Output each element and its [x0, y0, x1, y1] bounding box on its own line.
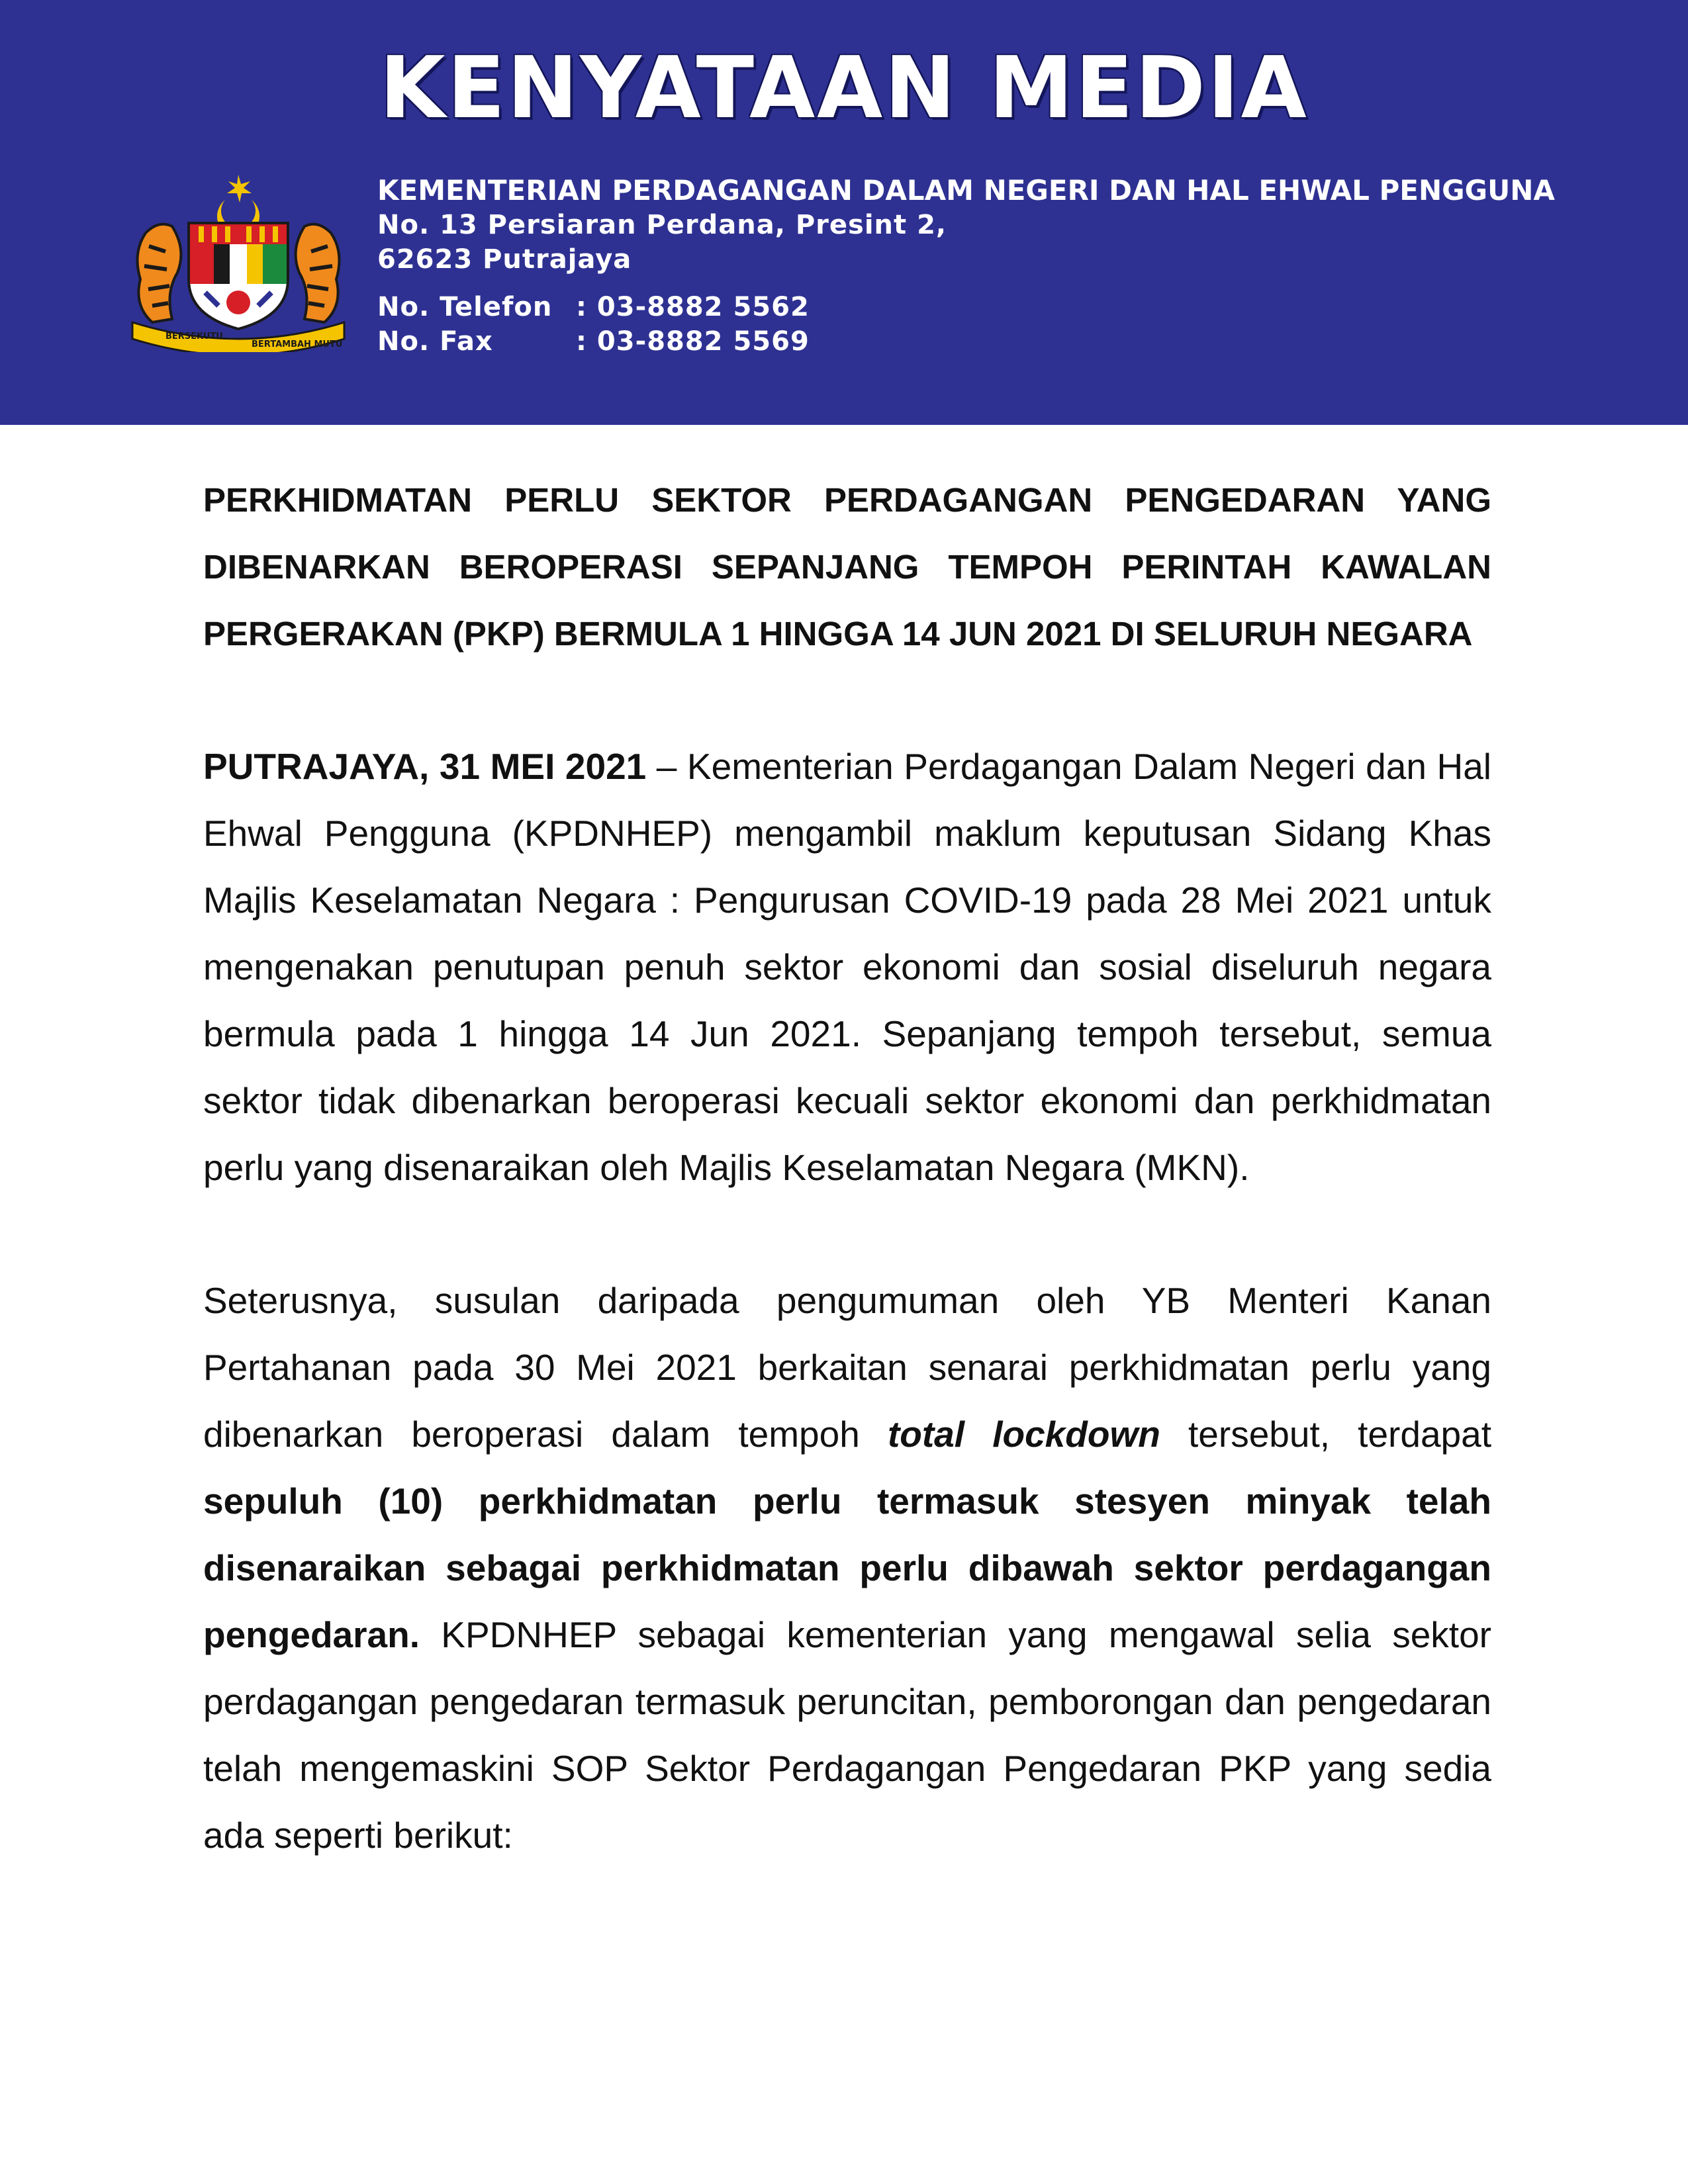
- fax-label: No. Fax: [377, 326, 493, 357]
- fax-row: [377, 324, 1555, 359]
- contact-block: [377, 290, 1555, 359]
- dateline: PUTRAJAYA, 31 MEI 2021: [203, 746, 647, 787]
- paragraph-2-text-b: tersebut, terdapat: [1160, 1414, 1492, 1455]
- crest-motto-right: BERTAMBAH MUTU: [252, 340, 343, 349]
- phone-label: No. Telefon: [377, 292, 553, 322]
- paragraph-2-text-a: Seterusnya, susulan daripada pengumuman oleh YB Menteri Kanan Pertahanan pada 30 Mei 2021 berkaitan senarai perkhidmatan perlu yang dibenarkan beroperasi dalam tempoh: [203, 1280, 1491, 1455]
- address-line-2: 62623 Putrajaya: [377, 244, 632, 275]
- ministry-name: KEMENTERIAN PERDAGANGAN DALAM NEGERI DAN HAL EHWAL PENGGUNA: [377, 174, 1555, 206]
- fax-value: : 03-8882 5569: [576, 326, 810, 357]
- paragraph-2: [203, 1267, 1491, 1869]
- ministry-info: [377, 173, 1555, 359]
- paragraph-2-text-c: KPDNHEP sebagai kementerian yang mengawal selia sektor perdagangan pengedaran termasuk peruncitan, pemborongan dan pengedaran telah mengemaskini SOP Sektor Perdagangan Pengedaran PKP yang sedia ada seperti berikut:: [203, 1614, 1491, 1856]
- phone-value: : 03-8882 5562: [576, 292, 810, 322]
- malaysia-coat-of-arms-icon: [126, 173, 351, 352]
- crest-motto-left: BERSEKUTU: [165, 332, 223, 341]
- statement-body: [203, 467, 1491, 1869]
- banner-title: KENYATAAN MEDIA: [379, 39, 1309, 138]
- media-statement-banner: [0, 0, 1688, 425]
- statement-headline: PERKHIDMATAN PERLU SEKTOR PERDAGANGAN PENGEDARAN YANG DIBENARKAN BEROPERASI SEPANJANG TEMPOH PERINTAH KAWALAN PERGERAKAN (PKP) BERMULA 1 HINGGA 14 JUN 2021 DI SELURUH NEGARA: [203, 481, 1491, 653]
- total-lockdown-emphasis: total lockdown: [887, 1414, 1160, 1455]
- address-line-1: No. 13 Persiaran Perdana, Presint 2,: [377, 210, 947, 240]
- phone-row: [377, 290, 1555, 324]
- paragraph-1: [203, 733, 1491, 1201]
- essential-services-bold: sepuluh (10) perkhidmatan perlu termasuk stesyen minyak telah disenaraikan sebagai perkhidmatan perlu dibawah sektor perdagangan pengedaran.: [203, 1480, 1491, 1655]
- paragraph-1-text: – Kementerian Perdagangan Dalam Negeri dan Hal Ehwal Pengguna (KPDNHEP) mengambil maklum keputusan Sidang Khas Majlis Keselamatan Negara : Pengurusan COVID-19 pada 28 Mei 2021 untuk mengenakan penutupan penuh sektor ekonomi dan sosial diseluruh negara bermula pada 1 hingga 14 Jun 2021. Sepanjang tempoh tersebut, semua sektor tidak dibenarkan beroperasi kecuali sektor ekonomi dan perkhidmatan perlu yang disenaraikan oleh Majlis Keselamatan Negara (MKN).: [203, 746, 1491, 1188]
